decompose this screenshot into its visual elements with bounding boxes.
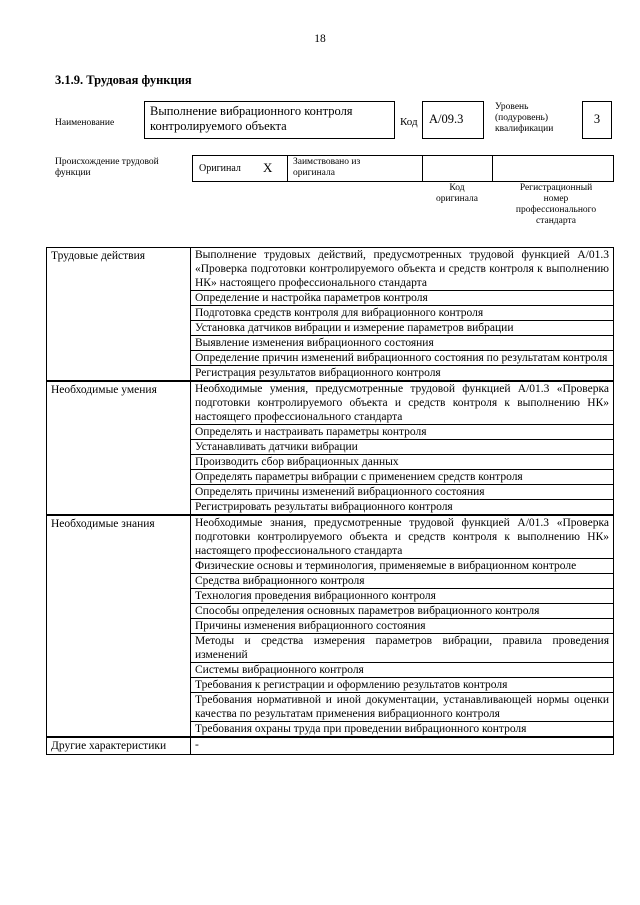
table-cell-item: Определение и настройка параметров контроля [191,291,614,306]
table-row [47,515,614,559]
labor-function-table [46,247,614,755]
table-cell-item: Устанавливать датчики вибрации [191,440,614,455]
table-row [47,737,614,755]
table-cell-item: Установка датчиков вибрации и измерение параметров вибрации [191,321,614,336]
borrowed-label-line-1: Заимствовано из [293,157,361,167]
table-cell-item: Определение причин изменений вибрационного состояния по результатам контроля [191,351,614,366]
section-title: 3.1.9. Трудовая функция [55,73,192,87]
table-cell-item: Технология проведения вибрационного контроля [191,589,614,604]
code-label: Код [400,116,418,128]
function-name-box: Выполнение вибрационного контроля контролируемого объекта [144,101,395,139]
group-title: Необходимые умения [47,381,191,515]
table-row [47,381,614,425]
reg-caption-line-2: номер [543,194,569,204]
group-title: Другие характеристики [47,737,191,755]
level-label [495,102,553,135]
table-row [47,248,614,291]
table-cell-item: Необходимые знания, предусмотренные трудовой функцией А/01.3 «Проверка подготовки контролируемого объекта и средств контроля к выполнению НК» настоящего профессионального стандарта [191,515,614,559]
code-caption-line-2: оригинала [436,194,478,204]
original-mark: X [263,160,273,175]
table-cell-item: Определять и настраивать параметры контроля [191,425,614,440]
original-cell [193,156,288,181]
table-cell-item: Системы вибрационного контроля [191,663,614,678]
function-code-box: А/09.3 [422,101,484,139]
table-cell-item: Выполнение трудовых действий, предусмотренных трудовой функцией А/01.3 «Проверка подготовки контролируемого объекта и средств контроля к выполнению НК» настоящего профессионального стандарта [191,248,614,291]
origin-label-line-2: функции [55,168,91,178]
table-cell-item: Средства вибрационного контроля [191,574,614,589]
original-label: Оригинал [199,163,241,174]
table-cell-item: Методы и средства измерения параметров вибрации, правила проведения изменений [191,634,614,663]
table-cell-item: Требования к регистрации и оформлению результатов контроля [191,678,614,693]
origin-grid [192,155,614,182]
original-code-caption [422,183,492,205]
reg-caption-line-3: профессионального [515,205,597,215]
level-label-line-2: (подуровень) [495,113,549,123]
borrowed-cell [288,156,423,181]
table-cell-item: Регистрация результатов вибрационного контроля [191,366,614,382]
code-caption-line-1: Код [449,183,465,193]
qualification-level-box: 3 [582,101,612,139]
table-cell-item: Определять причины изменений вибрационного состояния [191,485,614,500]
table-cell-item: - [191,737,614,755]
table-cell-item: Причины изменения вибрационного состояния [191,619,614,634]
borrowed-label-line-2: оригинала [293,168,335,178]
table-cell-item: Требования охраны труда при проведении вибрационного контроля [191,722,614,738]
table-cell-item: Определять параметры вибрации с применением средств контроля [191,470,614,485]
origin-label [55,157,159,179]
group-title: Трудовые действия [47,248,191,382]
level-label-line-1: Уровень [495,102,529,112]
reg-caption-line-4: стандарта [536,216,576,226]
table-cell-item: Выявление изменения вибрационного состояния [191,336,614,351]
table-cell-item: Способы определения основных параметров вибрационного контроля [191,604,614,619]
origin-label-line-1: Происхождение трудовой [55,157,159,167]
table-cell-item: Требования нормативной и иной документации, устанавливающей нормы оценки качества по результатам применения вибрационного контроля [191,693,614,722]
table-cell-item: Подготовка средств контроля для вибрационного контроля [191,306,614,321]
registration-number-cell [493,156,613,181]
registration-number-caption [496,183,616,227]
table-body [47,248,614,755]
name-label: Наименование [55,118,115,128]
reg-caption-line-1: Регистрационный [519,183,593,193]
page-number: 18 [314,33,326,45]
group-title: Необходимые знания [47,515,191,737]
table-cell-item: Необходимые умения, предусмотренные трудовой функцией А/01.3 «Проверка подготовки контролируемого объекта и средств контроля к выполнению НК» настоящего профессионального стандарта [191,381,614,425]
table-cell-item: Физические основы и терминология, применяемые в вибрационном контроле [191,559,614,574]
original-code-cell [423,156,493,181]
table-cell-item: Производить сбор вибрационных данных [191,455,614,470]
table-cell-item: Регистрировать результаты вибрационного контроля [191,500,614,516]
level-label-line-3: квалификации [495,124,554,134]
